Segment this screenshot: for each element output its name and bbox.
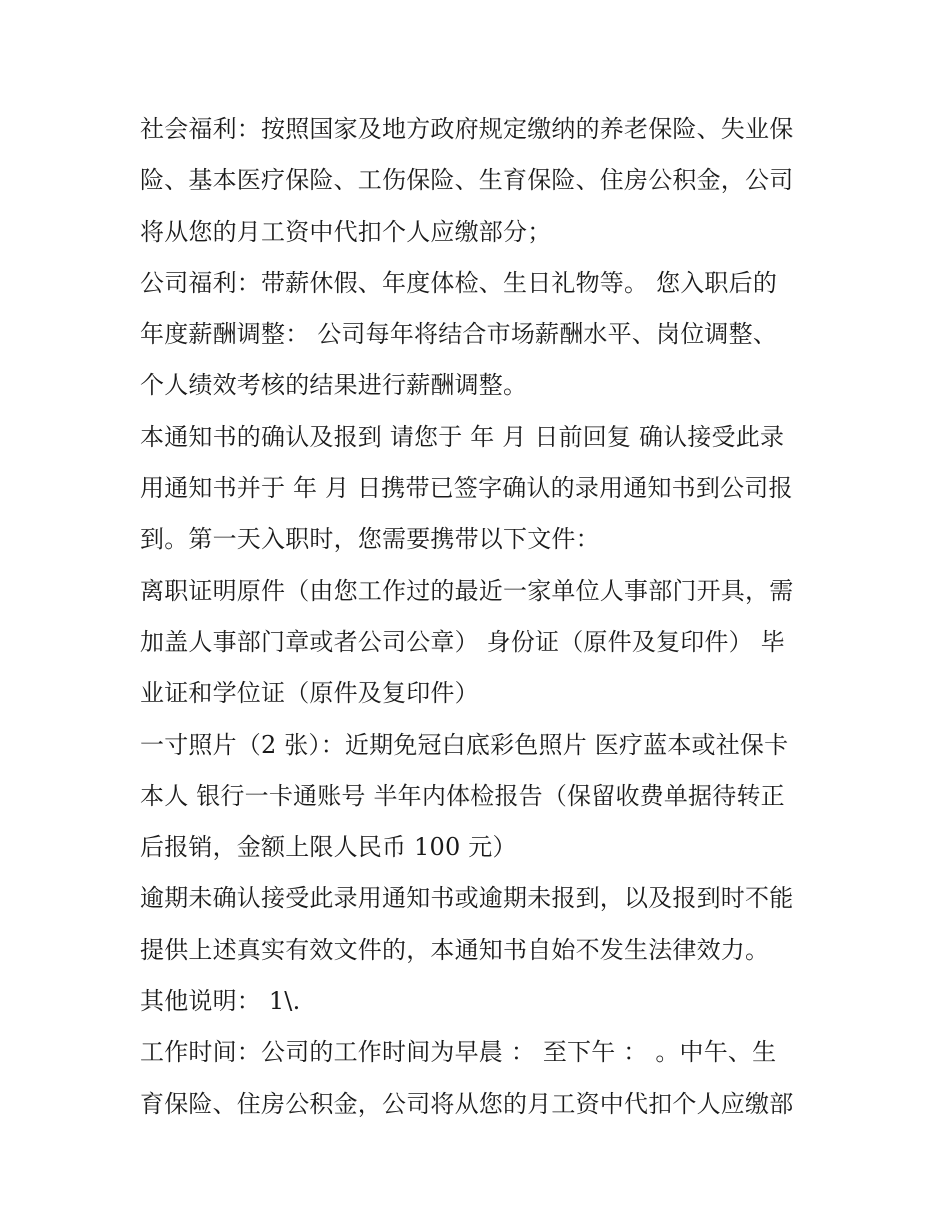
text-line: 业证和学位证（原件及复印件） [140, 679, 479, 708]
text-line: 加盖人事部门章或者公司公章） 身份证（原件及复印件） 毕 [140, 627, 785, 656]
text-line: 个人绩效考核的结果进行薪酬调整。 [140, 371, 528, 400]
text-line: 提供上述真实有效文件的，本通知书自始不发生法律效力。 [140, 935, 770, 964]
text-line: 险、基本医疗保险、工伤保险、生育保险、住房公积金，公司 [140, 166, 794, 195]
text-line: 社会福利：按照国家及地方政府规定缴纳的养老保险、失业保 [140, 115, 794, 143]
text-line: 将从您的月工资中代扣个人应缴部分； [140, 217, 552, 246]
text-line: 离职证明原件（由您工作过的最近一家单位人事部门开具，需 [140, 576, 794, 605]
document-body [140, 104, 820, 1130]
text-line: 公司福利：带薪休假、年度体检、生日礼物等。 您入职后的 [140, 268, 778, 297]
text-line: 逾期未确认接受此录用通知书或逾期未报到，以及报到时不能 [140, 884, 794, 913]
text-line: 其他说明： 1\. [140, 987, 301, 1016]
text-line: 用通知书并于 年 月 日携带已签字确认的录用通知书到公司报 [140, 474, 793, 503]
text-line: 到。第一天入职时，您需要携带以下文件： [140, 525, 600, 554]
text-line: 一寸照片（2 张）：近期免冠白底彩色照片 医疗蓝本或社保卡 [140, 730, 789, 759]
text-line: 本人 银行一卡通账号 半年内体检报告（保留收费单据待转正 [140, 781, 785, 810]
text-line: 年度薪酬调整： 公司每年将结合市场薪酬水平、岗位调整、 [140, 320, 778, 349]
text-line: 育保险、住房公积金，公司将从您的月工资中代扣个人应缴部 [140, 1089, 794, 1118]
text-line: 后报销，金额上限人民币 100 元） [140, 833, 517, 862]
text-line: 本通知书的确认及报到 请您于 年 月 日前回复 确认接受此录 [140, 422, 785, 451]
text-line: 工作时间：公司的工作时间为早晨 ： 至下午 ： 。中午、生 [140, 1038, 777, 1067]
